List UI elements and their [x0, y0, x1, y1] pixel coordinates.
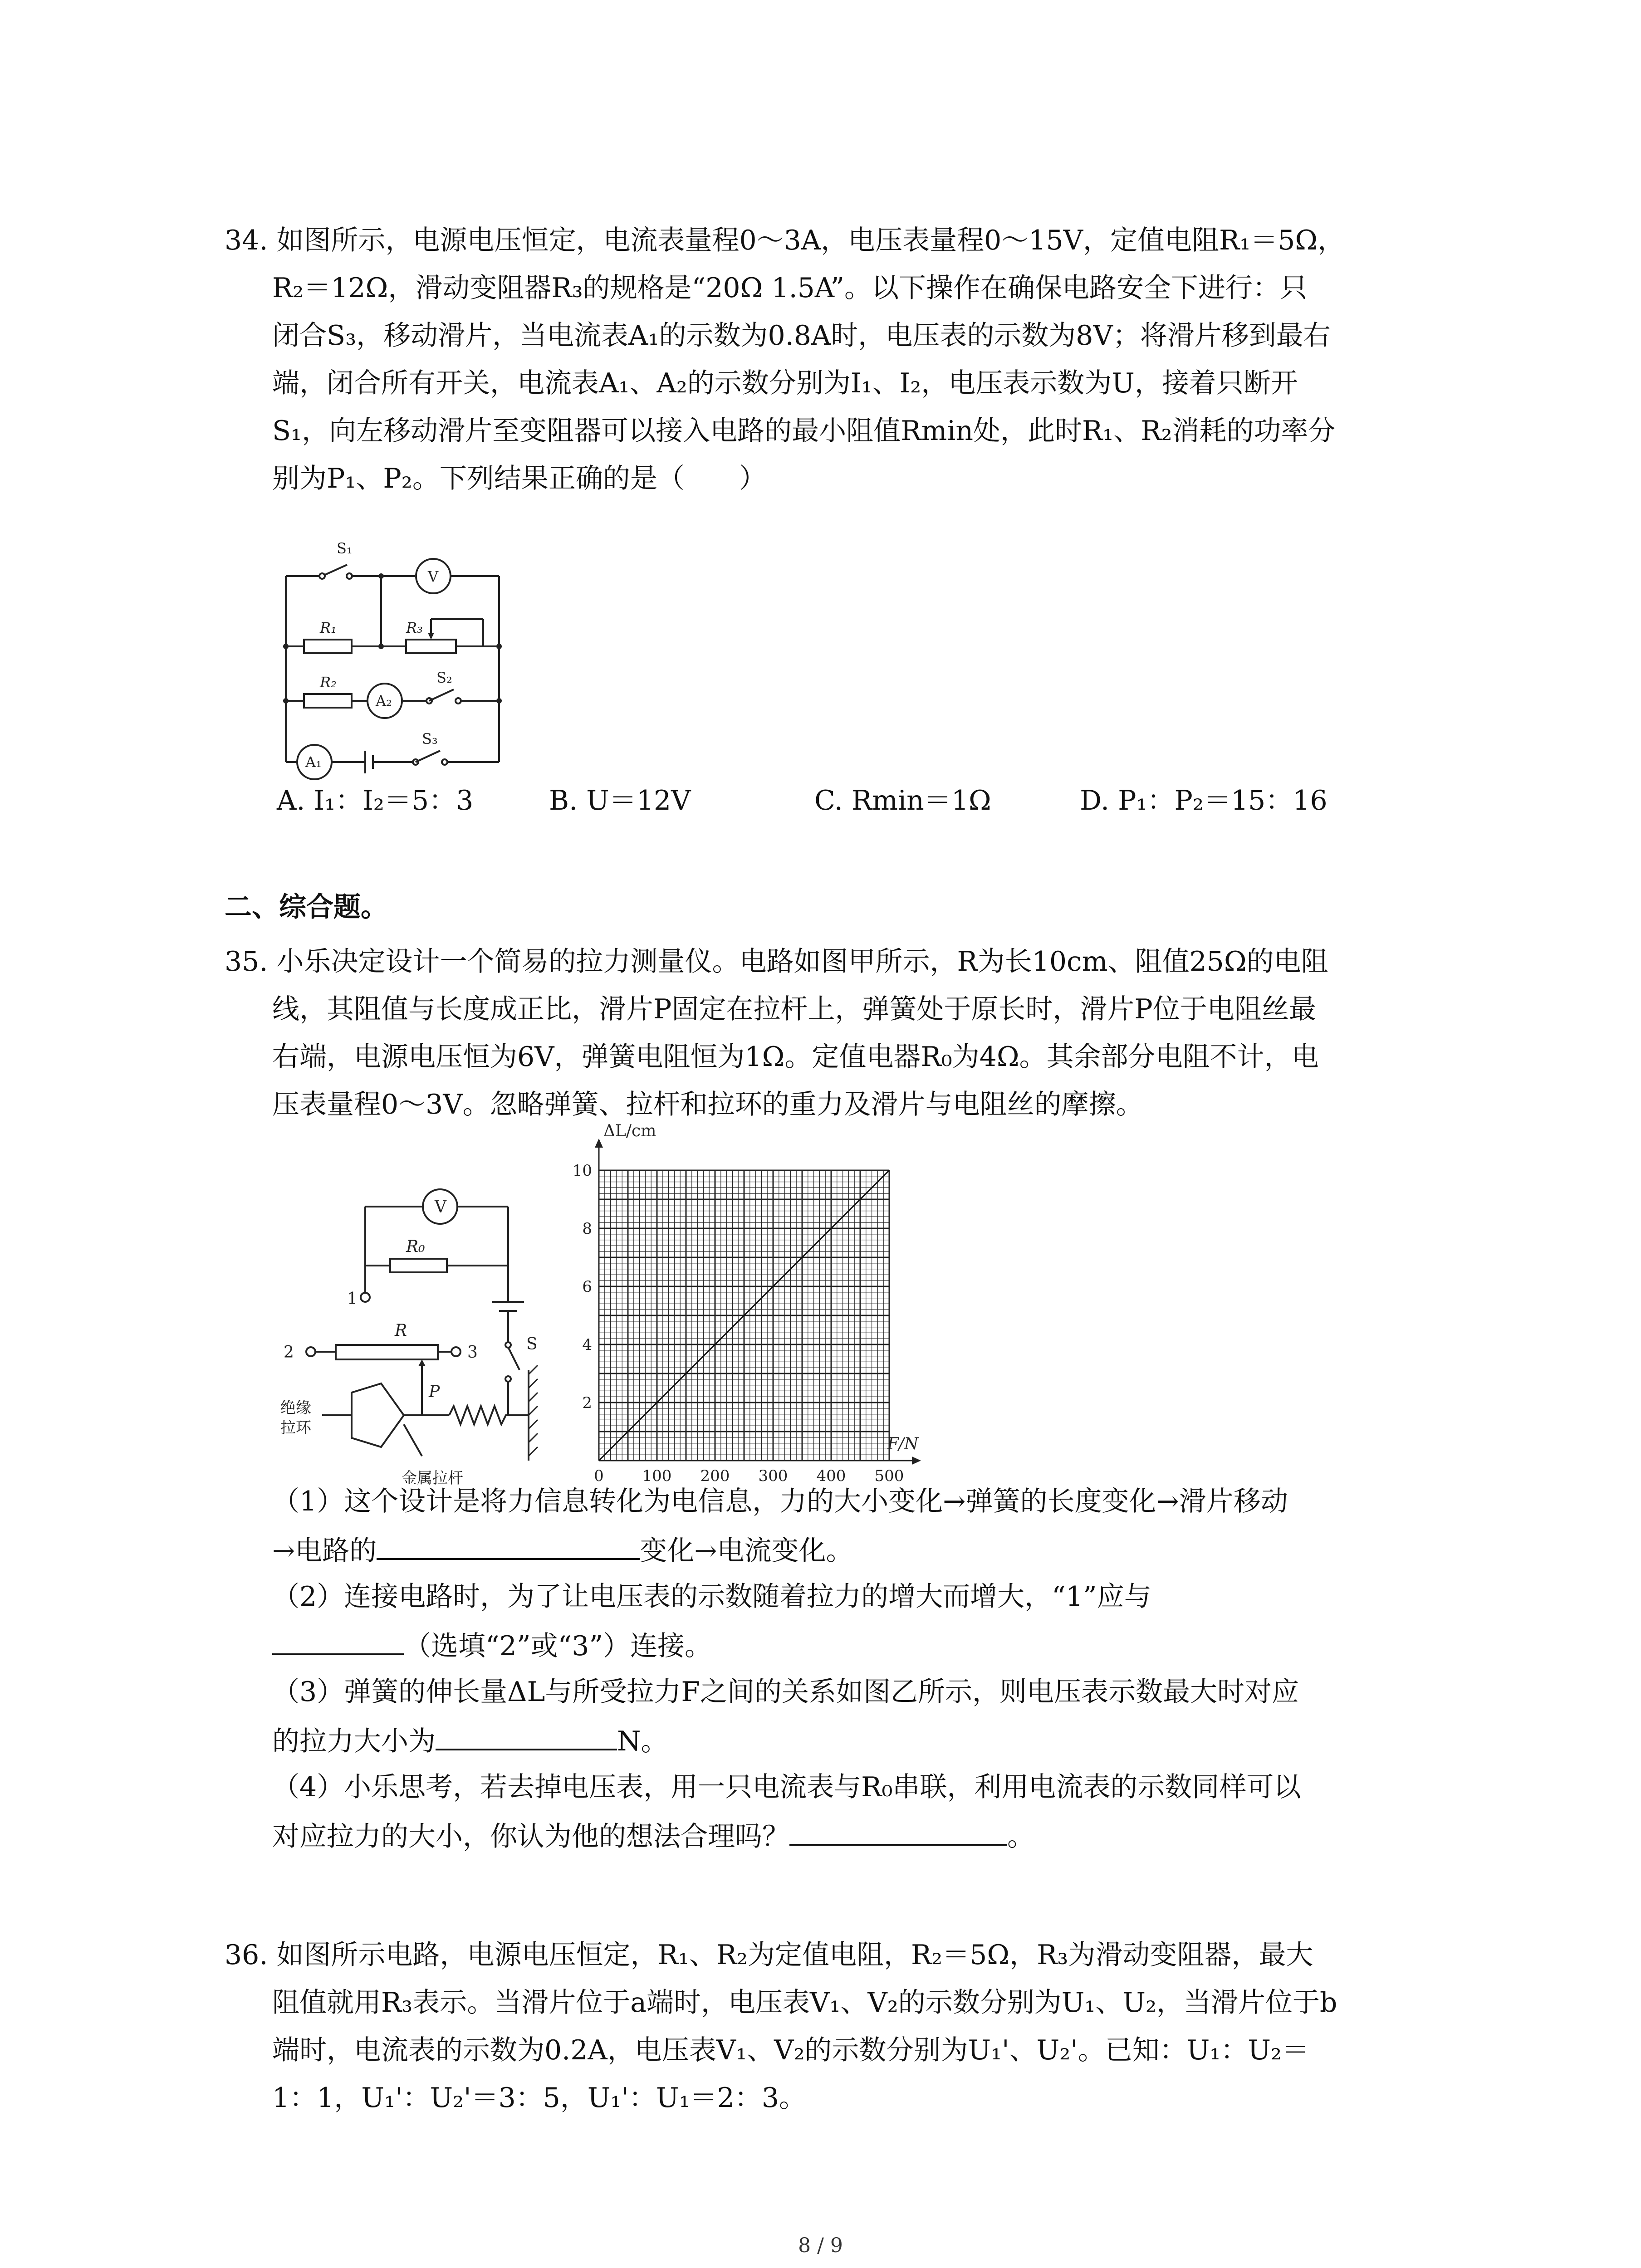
- fig-a-label-3: 3: [467, 1343, 478, 1362]
- fig-a-label-1: 1: [347, 1290, 358, 1308]
- q34-option-b: B. U＝12V: [549, 785, 691, 816]
- y-axis-arrow: [595, 1139, 603, 1148]
- q35-line-3: 右端，电源电压恒为6V，弹簧电阻恒为1Ω。定值电器R₀为4Ω。其余部分电阻不计，电: [272, 1041, 1319, 1073]
- x-tick-label: 500: [874, 1467, 904, 1485]
- q34-line-5: S₁，向左移动滑片至变阻器可以接入电路的最小阻值Rmin处，此时R₁、R₂消耗的功率分: [272, 415, 1336, 447]
- y-tick-label: 8: [582, 1220, 592, 1238]
- q35-line-1: 35. 小乐决定设计一个简易的拉力测量仪。电路如图甲所示，R为长10cm、阻值25Ω的电阻: [225, 946, 1328, 978]
- label-v: V: [428, 568, 439, 585]
- q36-line-2: 阻值就用R₃表示。当滑片位于a端时，电压表V₁、V₂的示数分别为U₁、U₂，当滑片位于b: [272, 1987, 1337, 2019]
- q35-sub-3-line-2: 的拉力大小为 N。: [272, 1721, 668, 1760]
- fig-a-label-r: R: [395, 1321, 407, 1340]
- x-axis-label: F/N: [887, 1435, 919, 1453]
- q35-line-2: 线，其阻值与长度成正比，滑片P固定在拉杆上，弹簧处于原长时，滑片P位于电阻丝最: [272, 993, 1316, 1025]
- q34-line-4: 端，闭合所有开关，电流表A₁、A₂的示数分别为I₁、I₂，电压表示数为U，接着只断开: [272, 367, 1298, 399]
- q35-sub-4-line-1: （4）小乐思考，若去掉电压表，用一只电流表与R₀串联，利用电流表的示数同样可以: [272, 1771, 1301, 1803]
- x-tick-label: 400: [816, 1467, 846, 1485]
- q36-line-3: 端时，电流表的示数为0.2A，电压表V₁、V₂的示数分别为U₁'、U₂'。已知：U₁：U₂＝: [272, 2034, 1309, 2066]
- q34-line-2: R₂＝12Ω，滑动变阻器R₃的规格是“20Ω 1.5A”。以下操作在确保电路安全下进行：只: [272, 272, 1307, 304]
- answer-blank-4[interactable]: [789, 1817, 1007, 1846]
- q34-line-1: 34. 如图所示，电源电压恒定，电流表量程0～3A，电压表量程0～15V，定值电阻R₁＝5Ω，: [225, 225, 1345, 256]
- answer-blank-1[interactable]: [377, 1531, 640, 1560]
- q35-sub-3-line-1: （3）弹簧的伸长量ΔL与所受拉力F之间的关系如图乙所示，则电压表示数最大时对应: [272, 1676, 1299, 1708]
- fig-a-label-v: V: [435, 1198, 446, 1217]
- q35-sub-4-line-2: 对应拉力的大小，你认为他的想法合理吗？ 。: [272, 1817, 1034, 1855]
- q34-option-d: D. P₁：P₂＝15：16: [1080, 785, 1327, 816]
- answer-blank-2[interactable]: [272, 1626, 404, 1655]
- y-tick-label: 4: [582, 1336, 592, 1354]
- fig-a-label-s: S: [526, 1335, 538, 1354]
- q34-line-3: 闭合S₃，移动滑片，当电流表A₁的示数为0.8A时，电压表的示数为8V；将滑片移到最右: [272, 320, 1331, 352]
- label-r3: R₃: [406, 619, 423, 636]
- answer-blank-3[interactable]: [436, 1721, 617, 1750]
- fig-a-label-rod: 金属拉杆: [402, 1469, 463, 1487]
- q35-sub-1-line-2: →电路的 变化→电流变化。: [272, 1531, 853, 1569]
- y-tick-label: 6: [582, 1278, 592, 1296]
- q34-circuit-diagram: [272, 540, 526, 776]
- fig-a-label-r0: R₀: [406, 1237, 425, 1256]
- label-r1: R₁: [320, 619, 337, 636]
- page-number: 8 / 9: [798, 2234, 843, 2257]
- q35-sub-2-line-2: （选填“2”或“3”）连接。: [272, 1626, 712, 1664]
- label-s1: S₁: [337, 540, 353, 557]
- section-heading: 二、综合题。: [225, 891, 388, 923]
- fig-a-label-p: P: [429, 1383, 440, 1401]
- q34-option-a: A. I₁：I₂＝5：3: [277, 785, 474, 816]
- x-axis-arrow: [912, 1457, 921, 1465]
- fig-a-label-ring: 绝缘 拉环: [280, 1399, 311, 1437]
- q34-option-c: C. Rmin＝1Ω: [814, 785, 991, 816]
- x-tick-label: 0: [594, 1467, 604, 1485]
- x-tick-label: 300: [758, 1467, 788, 1485]
- q35-sub-2-line-1: （2）连接电路时，为了让电压表的示数随着拉力的增大而增大，“1”应与: [272, 1581, 1151, 1613]
- label-s2: S₂: [436, 669, 452, 686]
- q36-line-4: 1：1，U₁'：U₂'＝3：5，U₁'：U₁＝2：3。: [272, 2082, 807, 2114]
- label-s3: S₃: [422, 730, 438, 748]
- q34-line-6: 别为P₁、P₂。下列结果正确的是（ ）: [272, 463, 766, 494]
- q35-figure-a: [272, 1170, 590, 1497]
- y-tick-label: 2: [582, 1394, 592, 1412]
- x-tick-label: 200: [700, 1467, 730, 1485]
- label-a2: A₂: [376, 692, 392, 709]
- q36-line-1: 36. 如图所示电路，电源电压恒定，R₁、R₂为定值电阻，R₂＝5Ω，R₃为滑动变阻器，最大: [225, 1939, 1313, 1971]
- y-axis-label: ΔL/cm: [603, 1122, 656, 1140]
- y-tick-label: 10: [572, 1162, 592, 1180]
- label-a1: A₁: [305, 753, 322, 771]
- label-r2: R₂: [320, 674, 337, 691]
- q35-sub-1-line-1: （1）这个设计是将力信息转化为电信息，力的大小变化→弹簧的长度变化→滑片移动: [272, 1486, 1288, 1517]
- q35-chart: [544, 1122, 953, 1485]
- x-tick-label: 100: [642, 1467, 672, 1485]
- q35-line-4: 压表量程0～3V。忽略弹簧、拉杆和拉环的重力及滑片与电阻丝的摩擦。: [272, 1089, 1143, 1120]
- fig-a-label-2: 2: [284, 1343, 294, 1362]
